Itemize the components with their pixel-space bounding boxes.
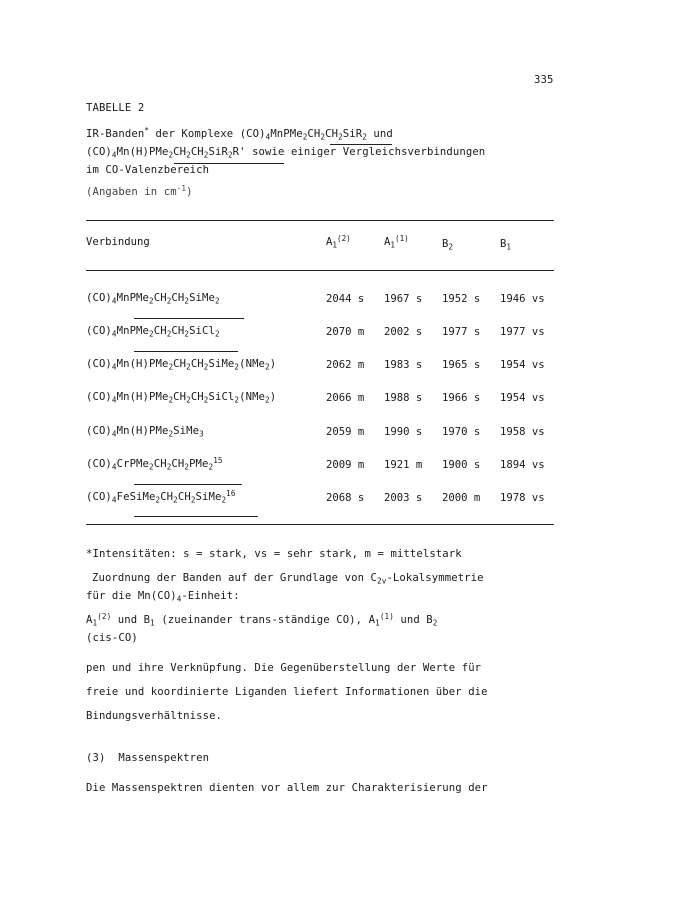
compound-formula: $(CO)_4Mn(H)PMe_2SiMe_3$ — [86, 425, 204, 439]
band-value-b1: 1978 vs — [500, 492, 545, 504]
band-value-a1-2: 2009 m — [326, 459, 365, 471]
ring-bracket — [134, 318, 244, 319]
band-value-a1-2: 2070 m — [326, 326, 365, 338]
table-label: TABELLE 2 — [86, 102, 145, 114]
band-value-a1-1: 2003 s — [384, 492, 423, 504]
band-value-a1-2: 2062 m — [326, 359, 365, 371]
section-number: (3) — [86, 752, 106, 764]
band-value-a1-1: 1988 s — [384, 392, 423, 404]
compound-formula: $(CO)_4FeSiMe_2CH_2CH_2SiMe_2^{16}$ — [86, 488, 236, 505]
header-b1: $B_1$ — [500, 238, 511, 252]
band-value-a1-1: 1921 m — [384, 459, 423, 471]
table-units: (Angaben in $cm^{-1}$) — [86, 183, 193, 198]
band-value-a1-2: 2066 m — [326, 392, 365, 404]
band-value-a1-2: 2059 m — [326, 426, 365, 438]
band-value-a1-1: 1990 s — [384, 426, 423, 438]
footnote-assignment: Zuordnung der Banden auf der Grundlage von $C_{2v}$-Lokalsymmetrie — [92, 572, 484, 586]
footnote-bands: $A_1^{(2)}$ und $B_1$ (zueinander trans-ständige CO), $A_1^{(1)}$ und $B_2$ — [86, 611, 438, 628]
footnote-intensities: *Intensitäten: s = stark, vs = sehr stark, m = mittelstark — [86, 548, 462, 560]
band-value-b2: 1966 s — [442, 392, 481, 404]
band-value-a1-1: 1967 s — [384, 293, 423, 305]
table-top-rule — [86, 220, 554, 221]
compound-formula: $(CO)_4CrPMe_2CH_2CH_2PMe_2^{15}$ — [86, 455, 223, 472]
bracket-underline — [330, 144, 392, 145]
band-value-b2: 2000 m — [442, 492, 481, 504]
band-value-a1-2: 2044 s — [326, 293, 365, 305]
table-caption-line3: im CO-Valenzbereich — [86, 164, 210, 176]
ring-bracket — [134, 484, 242, 485]
header-a1-2: $A_1^{(2)}$ — [326, 233, 351, 250]
compound-formula: $(CO)_4Mn(H)PMe_2CH_2CH_2SiMe_2(NMe_2)$ — [86, 358, 277, 372]
body-paragraph-line: freie und koordinierte Liganden liefert Informationen über die — [86, 686, 488, 698]
compound-formula: $(CO)_4MnPMe_2CH_2CH_2SiMe_2$ — [86, 292, 220, 306]
band-value-b1: 1977 vs — [500, 326, 545, 338]
section-heading — [86, 752, 209, 764]
band-value-b2: 1970 s — [442, 426, 481, 438]
table-caption-line1: IR-Banden* der Komplexe $(CO)_4MnPMe_2CH_2CH_2SiR_2$ und — [86, 125, 393, 142]
header-compound: Verbindung — [86, 236, 150, 248]
footnote-cis: (cis-CO) — [86, 632, 138, 644]
ring-bracket — [134, 516, 258, 517]
band-value-a1-1: 2002 s — [384, 326, 423, 338]
band-value-b1: 1954 vs — [500, 359, 545, 371]
band-value-b2: 1900 s — [442, 459, 481, 471]
table-bottom-rule — [86, 524, 554, 525]
band-value-b1: 1958 vs — [500, 426, 545, 438]
footnote-unit: für die $Mn(CO)_4$-Einheit: — [86, 590, 240, 604]
section-title: Massenspektren — [118, 752, 210, 764]
ring-bracket — [134, 351, 238, 352]
band-value-a1-1: 1983 s — [384, 359, 423, 371]
body-paragraph-line: Die Massenspektren dienten vor allem zur Charakterisierung der — [86, 782, 488, 794]
header-b2: $B_2$ — [442, 238, 453, 252]
band-value-b1: 1954 vs — [500, 392, 545, 404]
table-header-rule — [86, 270, 554, 271]
asterisk: * — [144, 125, 150, 135]
band-value-b2: 1977 s — [442, 326, 481, 338]
band-value-b1: 1894 vs — [500, 459, 545, 471]
compound-formula: $(CO)_4MnPMe_2CH_2CH_2SiCl_2$ — [86, 325, 220, 339]
header-a1-1: $A_1^{(1)}$ — [384, 233, 409, 250]
table-caption-line2: $(CO)_4Mn(H)PMe_2CH_2CH_2SiR_2R'$ sowie einiger Vergleichsverbindungen — [86, 146, 486, 160]
page-number: 335 — [534, 74, 554, 86]
body-paragraph-line: Bindungsverhältnisse. — [86, 710, 223, 722]
body-paragraph-line: pen und ihre Verknüpfung. Die Gegenüberstellung der Werte für — [86, 662, 482, 674]
band-value-b2: 1965 s — [442, 359, 481, 371]
band-value-a1-2: 2068 s — [326, 492, 365, 504]
band-value-b2: 1952 s — [442, 293, 481, 305]
compound-formula: $(CO)_4Mn(H)PMe_2CH_2CH_2SiCl_2(NMe_2)$ — [86, 391, 277, 405]
band-value-b1: 1946 vs — [500, 293, 545, 305]
